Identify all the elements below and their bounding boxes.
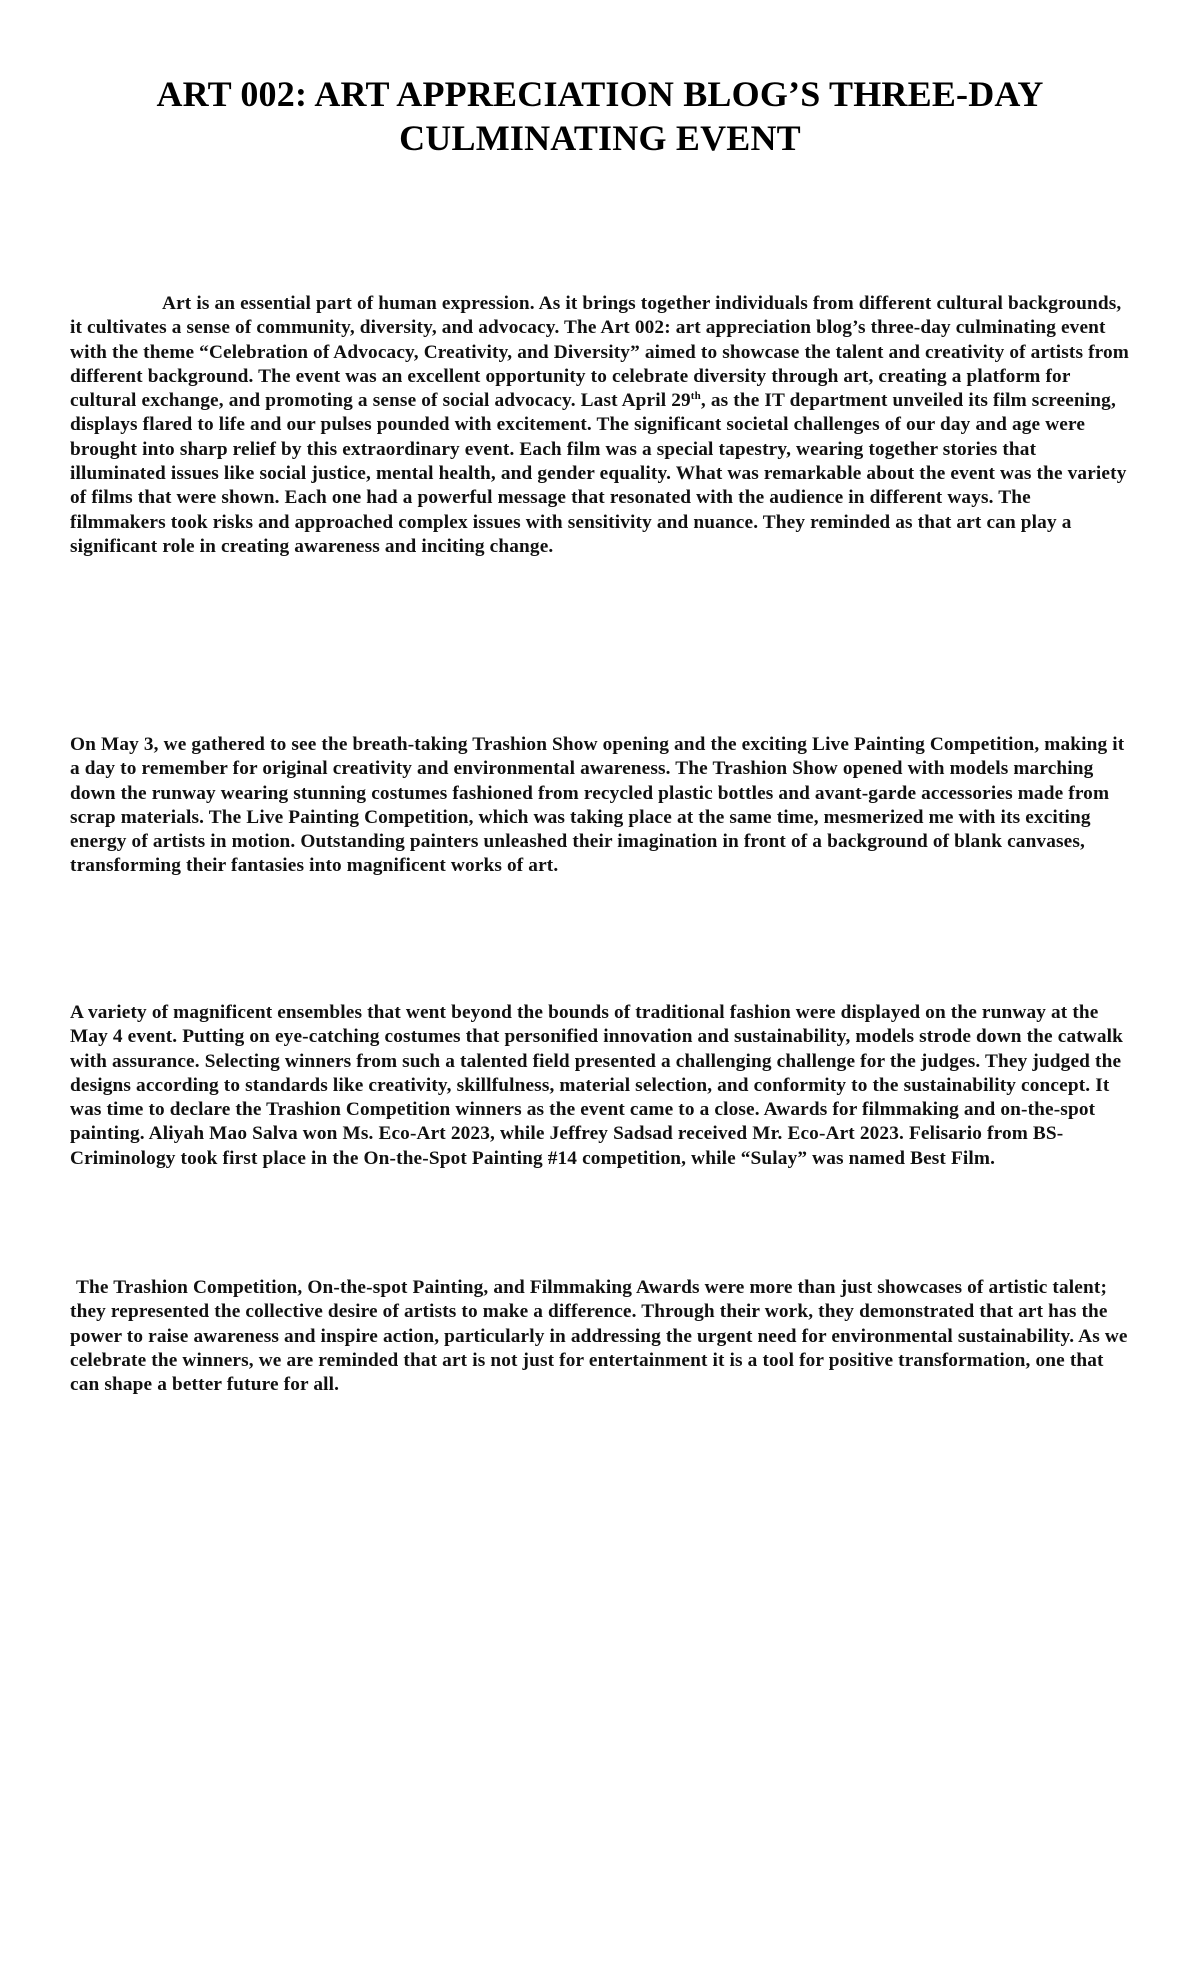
- paragraph-1-text-start: Art is an essential part of human expression. As it brings together individuals from different cultural backgrounds, it cultivates a sense of community, diversity, and advocacy. The Art 002: art appreciation blog’s three-day culminating event with the theme “Celebration of Advocacy, Creativity, and Diversity” aimed to showcase the talent and creativity of artists from different background. The event was an excellent opportunity to celebrate diversity through art, creating a platform for cultural exchange, and promoting a sense of social advocacy. Last April 29: [70, 293, 1130, 412]
- ordinal-superscript: th: [690, 390, 701, 403]
- document-title: ART 002: ART APPRECIATION BLOG’S THREE-DAY CULMINATING EVENT: [156, 74, 1044, 158]
- paragraph-conclusion: [70, 1276, 1130, 1397]
- paragraph-trashion-show-opening: On May 3, we gathered to see the breath-taking Trashion Show opening and the exciting Live Painting Competition, making it a day to remember for original creativity and environmental awareness. The Trashion Show opened with models marching down the runway wearing stunning costumes fashioned from recycled plastic bottles and avant-garde accessories made from scrap materials. The Live Painting Competition, which was taking place at the same time, mesmerized me with its exciting energy of artists in motion. Outstanding painters unleashed their imagination in front of a background of blank canvases, transforming their fantasies into magnificent works of art.: [70, 734, 1125, 877]
- paragraph-film-screening: [70, 292, 1130, 559]
- paragraph-competition-winners: A variety of magnificent ensembles that went beyond the bounds of traditional fashion were displayed on the runway at the May 4 event. Putting on eye-catching costumes that personified innovation and sustainability, models strode down the catwalk with assurance. Selecting winners from such a talented field presented a challenging challenge for the judges. They judged the designs according to standards like creativity, skillfulness, material selection, and conformity to the sustainability concept. It was time to declare the Trashion Competition winners as the event came to a close. Awards for filmmaking and on-the-spot painting. Aliyah Mao Salva won Ms. Eco-Art 2023, while Jeffrey Sadsad received Mr. Eco-Art 2023. Felisario from BS-Criminology took first place in the On-the-Spot Painting #14 competition, while “Sulay” was named Best Film.: [70, 1002, 1124, 1169]
- paragraph-1-text-end: , as the IT department unveiled its film screening, displays flared to life and our pulses pounded with excitement. The significant societal challenges of our day and age were brought into sharp relief by this extraordinary event. Each film was a special tapestry, wearing together stories that illuminated issues like social justice, mental health, and gender equality. What was remarkable about the event was the variety of films that were shown. Each one had a powerful message that resonated with the audience in different ways. The filmmakers took risks and approached complex issues with sensitivity and nuance. They reminded as that art can play a significant role in creating awareness and inciting change.: [70, 390, 1127, 557]
- paragraph-4-text: The Trashion Competition, On-the-spot Painting, and Filmmaking Awards were more than just showcases of artistic talent; they represented the collective desire of artists to make a difference. Through their work, they demonstrated that art has the power to raise awareness and inspire action, particularly in addressing the urgent need for environmental sustainability. As we celebrate the winners, we are reminded that art is not just for entertainment it is a tool for positive transformation, one that can shape a better future for all.: [70, 1277, 1128, 1396]
